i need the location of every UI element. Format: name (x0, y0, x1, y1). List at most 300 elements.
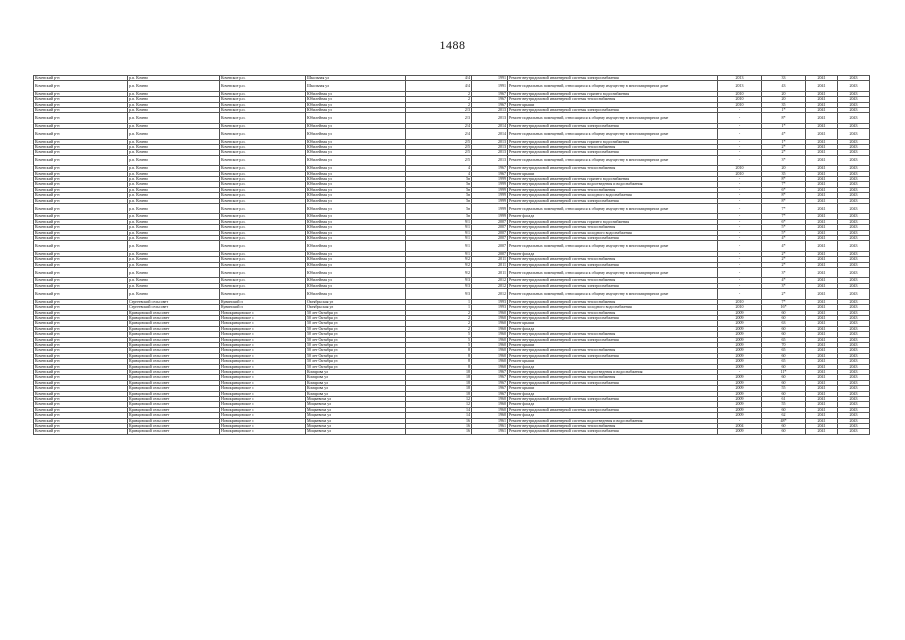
cell-work-type: Ремонт внутридомовой инженерной системы электроснабжения (508, 76, 718, 81)
cell-year: 2013 (472, 113, 508, 123)
cell-district: Кочевский р-н (34, 236, 128, 241)
cell-house: 2/5 (406, 139, 472, 144)
cell-wear: 60 (762, 407, 806, 412)
cell-plan-start: 2041 (806, 424, 838, 429)
cell-last-repair-year: 2009 (718, 375, 762, 380)
cell-year: 1967 (472, 369, 508, 374)
cell-municipality: Кривцовский сельсовет (128, 369, 220, 374)
cell-plan-end: 2043 (838, 76, 870, 81)
cell-last-repair-year: 2009 (718, 380, 762, 385)
cell-year: 2011 (472, 257, 508, 262)
cell-street: Юбилейная ул (306, 108, 406, 113)
cell-plan-end: 2043 (838, 219, 870, 224)
cell-wear: 1* (762, 123, 806, 128)
cell-district: Кочевский р-н (34, 214, 128, 219)
cell-last-repair-year: - (718, 198, 762, 203)
cell-plan-start: 2041 (806, 315, 838, 320)
cell-house: 9/3 (406, 278, 472, 283)
cell-last-repair-year: 2009 (718, 397, 762, 402)
cell-plan-start: 2041 (806, 155, 838, 165)
cell-district: Кочевский р-н (34, 413, 128, 418)
cell-plan-start: 2041 (806, 397, 838, 402)
cell-street: Юбилейная ул (306, 204, 406, 214)
cell-street: Комарова ул (306, 391, 406, 396)
cell-house: 9/3 (406, 283, 472, 288)
cell-settlement: Кочевское р.п. (220, 262, 306, 267)
cell-plan-start: 2041 (806, 283, 838, 288)
cell-plan-start: 2041 (806, 262, 838, 267)
cell-plan-end: 2043 (838, 177, 870, 182)
cell-last-repair-year: 2009 (718, 364, 762, 369)
cell-plan-start: 2041 (806, 375, 838, 380)
cell-street: Юбилейная ул (306, 166, 406, 171)
cell-plan-end: 2043 (838, 214, 870, 219)
cell-municipality: р.п. Кочево (128, 289, 220, 299)
cell-plan-end: 2043 (838, 402, 870, 407)
cell-year: 1960 (472, 310, 508, 315)
cell-plan-start: 2041 (806, 251, 838, 256)
cell-plan-start: 2041 (806, 326, 838, 331)
cell-street: Юбилейная ул (306, 113, 406, 123)
cell-wear: 35 (762, 171, 806, 176)
cell-last-repair-year: - (718, 214, 762, 219)
cell-plan-end: 2043 (838, 198, 870, 203)
cell-house: 2 (406, 310, 472, 315)
cell-wear: 70 (762, 342, 806, 347)
cell-street: 50 лет Октября ул (306, 364, 406, 369)
cell-municipality: р.п. Кочево (128, 129, 220, 139)
cell-plan-end: 2043 (838, 278, 870, 283)
cell-last-repair-year: 2010 (718, 91, 762, 96)
cell-district: Кочевский р-н (34, 257, 128, 262)
cell-municipality: р.п. Кочево (128, 91, 220, 96)
cell-plan-end: 2043 (838, 155, 870, 165)
cell-municipality: Кривцовский сельсовет (128, 380, 220, 385)
cell-street: Октябрьская ул (306, 305, 406, 310)
cell-plan-end: 2043 (838, 299, 870, 304)
cell-plan-end: 2043 (838, 187, 870, 192)
cell-municipality: р.п. Кочево (128, 278, 220, 283)
cell-work-type: Ремонт подвальных помещений, относящихся к общему имуществу в многоквартирном доме (508, 204, 718, 214)
cell-district: Кочевский р-н (34, 241, 128, 251)
cell-wear: 4* (762, 129, 806, 139)
cell-year: 1991 (472, 81, 508, 91)
cell-house: 2/5 (406, 145, 472, 150)
cell-last-repair-year: 2009 (718, 310, 762, 315)
table-row (34, 113, 870, 123)
cell-wear: 60 (762, 380, 806, 385)
cell-wear: 60 (762, 353, 806, 358)
cell-district: Кочевский р-н (34, 364, 128, 369)
cell-last-repair-year: - (718, 230, 762, 235)
cell-last-repair-year: - (718, 150, 762, 155)
cell-work-type: Ремонт внутридомовой инженерной системы теплоснабжения (508, 299, 718, 304)
cell-year: 2014 (472, 123, 508, 128)
cell-settlement: Кочевское р.п. (220, 155, 306, 165)
cell-municipality: р.п. Кочево (128, 123, 220, 128)
cell-street: Юбилейная ул (306, 102, 406, 107)
cell-house: 18 (406, 369, 472, 374)
cell-wear: 35 (762, 102, 806, 107)
cell-municipality: Кривцовский сельсовет (128, 418, 220, 423)
table-row (34, 204, 870, 214)
cell-work-type: Ремонт крыши (508, 171, 718, 176)
cell-house: 5 (406, 332, 472, 337)
cell-work-type: Ремонт внутридомовой инженерной системы теплоснабжения (508, 278, 718, 283)
cell-house: 8 (406, 353, 472, 358)
cell-district: Кочевский р-н (34, 145, 128, 150)
cell-wear: 1* (762, 108, 806, 113)
cell-year: 1961 (472, 429, 508, 434)
cell-municipality: Кривцовский сельсовет (128, 353, 220, 358)
cell-district: Кочевский р-н (34, 424, 128, 429)
cell-municipality: Кривцовский сельсовет (128, 429, 220, 434)
cell-municipality: Кривцовский сельсовет (128, 337, 220, 342)
cell-municipality: р.п. Кочево (128, 145, 220, 150)
cell-last-repair-year: - (718, 193, 762, 198)
cell-settlement: Кочевское р.п. (220, 108, 306, 113)
cell-municipality: р.п. Кочево (128, 204, 220, 214)
cell-plan-end: 2043 (838, 391, 870, 396)
cell-settlement: Новокривцовское с (220, 332, 306, 337)
cell-plan-end: 2043 (838, 332, 870, 337)
cell-last-repair-year: 2009 (718, 315, 762, 320)
cell-house: 4/4 (406, 76, 472, 81)
cell-last-repair-year: 2009 (718, 402, 762, 407)
cell-work-type: Ремонт внутридомовой инженерной системы электроснабжения (508, 337, 718, 342)
cell-street: Юбилейная ул (306, 225, 406, 230)
cell-district: Кочевский р-н (34, 332, 128, 337)
cell-plan-end: 2043 (838, 108, 870, 113)
cell-plan-end: 2043 (838, 123, 870, 128)
cell-plan-end: 2043 (838, 337, 870, 342)
cell-settlement: Кочевское р.п. (220, 219, 306, 224)
cell-street: Юбилейная ул (306, 177, 406, 182)
cell-plan-end: 2043 (838, 150, 870, 155)
cell-work-type: Ремонт внутридомовой инженерной системы электроснабжения (508, 397, 718, 402)
cell-plan-start: 2041 (806, 278, 838, 283)
cell-district: Кочевский р-н (34, 380, 128, 385)
cell-plan-start: 2041 (806, 429, 838, 434)
cell-last-repair-year: - (718, 268, 762, 278)
cell-work-type: Ремонт подвальных помещений, относящихся к общему имуществу в многоквартирном доме (508, 129, 718, 139)
cell-settlement: Кочевское р.п. (220, 129, 306, 139)
cell-wear: 2* (762, 262, 806, 267)
cell-plan-end: 2043 (838, 139, 870, 144)
cell-house: 5в (406, 214, 472, 219)
cell-district: Кочевский р-н (34, 193, 128, 198)
cell-work-type: Ремонт внутридомовой инженерной системы водоотведения и водоснабжения (508, 418, 718, 423)
cell-last-repair-year: 2009 (718, 321, 762, 326)
table-row (34, 129, 870, 139)
cell-wear: 55 (762, 402, 806, 407)
cell-district: Кочевский р-н (34, 150, 128, 155)
cell-last-repair-year: - (718, 241, 762, 251)
cell-plan-start: 2041 (806, 364, 838, 369)
cell-work-type: Ремонт внутридомовой инженерной системы теплоснабжения (508, 97, 718, 102)
cell-street: Юбилейная ул (306, 187, 406, 192)
cell-house: 1 (406, 299, 472, 304)
cell-wear: 60 (762, 429, 806, 434)
cell-settlement: Новокривцовское с (220, 386, 306, 391)
cell-year: 2007 (472, 236, 508, 241)
table-row (34, 155, 870, 165)
cell-plan-end: 2043 (838, 145, 870, 150)
cell-district: Кочевский р-н (34, 418, 128, 423)
cell-district: Кочевский р-н (34, 97, 128, 102)
cell-house: 14 (406, 413, 472, 418)
cell-plan-start: 2041 (806, 182, 838, 187)
cell-plan-start: 2041 (806, 225, 838, 230)
cell-street: Юбилейная ул (306, 171, 406, 176)
cell-work-type: Ремонт фасада (508, 214, 718, 219)
cell-plan-start: 2041 (806, 102, 838, 107)
cell-plan-start: 2041 (806, 305, 838, 310)
cell-year: 1967 (472, 102, 508, 107)
cell-plan-end: 2043 (838, 97, 870, 102)
cell-district: Кочевский р-н (34, 108, 128, 113)
cell-municipality: Кривцовский сельсовет (128, 359, 220, 364)
cell-plan-end: 2043 (838, 413, 870, 418)
cell-settlement: Новокривцовское с (220, 424, 306, 429)
cell-house: 9/1 (406, 251, 472, 256)
cell-house: 5в (406, 198, 472, 203)
cell-district: Кочевский р-н (34, 198, 128, 203)
cell-work-type: Ремонт подвальных помещений, относящихся к общему имуществу в многоквартирном доме (508, 155, 718, 165)
cell-wear: 61 (762, 397, 806, 402)
cell-plan-end: 2043 (838, 289, 870, 299)
cell-wear: 20 (762, 91, 806, 96)
cell-house: 8 (406, 348, 472, 353)
cell-street: Юбилейная ул (306, 236, 406, 241)
cell-settlement: Кочевское р.п. (220, 150, 306, 155)
cell-wear: 60 (762, 364, 806, 369)
cell-settlement: Кочевское р.п. (220, 268, 306, 278)
cell-municipality: р.п. Кочево (128, 81, 220, 91)
cell-house: 14 (406, 407, 472, 412)
cell-last-repair-year: 2010 (718, 171, 762, 176)
cell-house: 5 (406, 342, 472, 347)
cell-plan-start: 2041 (806, 407, 838, 412)
cell-wear: 43 (762, 81, 806, 91)
cell-year: 2012 (472, 289, 508, 299)
cell-settlement: Кочевское р.п. (220, 139, 306, 144)
cell-street: Юбилейная ул (306, 283, 406, 288)
cell-house: 1 (406, 305, 472, 310)
cell-year: 1961 (472, 418, 508, 423)
cell-last-repair-year: - (718, 129, 762, 139)
cell-year: 1967 (472, 391, 508, 396)
cell-settlement: Новокривцовское с (220, 375, 306, 380)
cell-municipality: р.п. Кочево (128, 171, 220, 176)
cell-wear: 7* (762, 204, 806, 214)
cell-district: Кочевский р-н (34, 123, 128, 128)
cell-plan-start: 2041 (806, 145, 838, 150)
cell-district: Кочевский р-н (34, 391, 128, 396)
cell-house: 2/3 (406, 108, 472, 113)
cell-work-type: Ремонт внутридомовой инженерной системы электроснабжения (508, 108, 718, 113)
cell-year: 2013 (472, 108, 508, 113)
cell-street: Юбилейная ул (306, 214, 406, 219)
cell-plan-end: 2043 (838, 166, 870, 171)
cell-plan-end: 2043 (838, 91, 870, 96)
cell-wear: 11* (762, 369, 806, 374)
cell-year: 2013 (472, 139, 508, 144)
cell-settlement: Новокривцовское с (220, 413, 306, 418)
cell-last-repair-year: - (718, 369, 762, 374)
cell-plan-start: 2041 (806, 198, 838, 203)
cell-settlement: Кочевское р.п. (220, 241, 306, 251)
cell-house: 2/3 (406, 113, 472, 123)
cell-plan-start: 2041 (806, 91, 838, 96)
cell-year: 1960 (472, 342, 508, 347)
cell-plan-end: 2043 (838, 326, 870, 331)
cell-work-type: Ремонт внутридомовой инженерной системы теплоснабжения (508, 166, 718, 171)
cell-wear: 48* (762, 418, 806, 423)
cell-year: 2012 (472, 283, 508, 288)
cell-house: 2 (406, 102, 472, 107)
cell-plan-start: 2041 (806, 380, 838, 385)
cell-wear: 20 (762, 97, 806, 102)
cell-house: 4 (406, 166, 472, 171)
cell-plan-start: 2041 (806, 402, 838, 407)
table-row (34, 289, 870, 299)
cell-plan-end: 2043 (838, 305, 870, 310)
cell-district: Кочевский р-н (34, 278, 128, 283)
cell-district: Кочевский р-н (34, 321, 128, 326)
cell-district: Кочевский р-н (34, 337, 128, 342)
cell-municipality: р.п. Кочево (128, 257, 220, 262)
cell-work-type: Ремонт внутридомовой инженерной системы теплоснабжения (508, 310, 718, 315)
cell-house: 5в (406, 177, 472, 182)
cell-year: 1967 (472, 375, 508, 380)
cell-street: Юбилейная ул (306, 182, 406, 187)
cell-municipality: р.п. Кочево (128, 219, 220, 224)
cell-settlement: Кочевское р.п. (220, 230, 306, 235)
cell-street: 50 лет Октября ул (306, 332, 406, 337)
cell-work-type: Ремонт внутридомовой инженерной системы горячего водоснабжения (508, 139, 718, 144)
cell-wear: 4* (762, 241, 806, 251)
cell-district: Кочевский р-н (34, 305, 128, 310)
cell-work-type: Ремонт фасада (508, 413, 718, 418)
cell-district: Кочевский р-н (34, 397, 128, 402)
cell-plan-end: 2043 (838, 353, 870, 358)
cell-municipality: Сергеевский сельсовет (128, 305, 220, 310)
cell-year: 2011 (472, 262, 508, 267)
cell-last-repair-year: 2009 (718, 342, 762, 347)
cell-wear: 2* (762, 289, 806, 299)
cell-settlement: Кочевское р.п. (220, 171, 306, 176)
cell-house: 8 (406, 364, 472, 369)
cell-last-repair-year: - (718, 123, 762, 128)
cell-wear: 5* (762, 225, 806, 230)
cell-municipality: р.п. Кочево (128, 251, 220, 256)
cell-municipality: р.п. Кочево (128, 177, 220, 182)
cell-last-repair-year: 2013 (718, 81, 762, 91)
cell-plan-end: 2043 (838, 129, 870, 139)
cell-last-repair-year: - (718, 262, 762, 267)
cell-house: 2 (406, 315, 472, 320)
cell-street: Комарова ул (306, 386, 406, 391)
cell-last-repair-year: 2009 (718, 359, 762, 364)
cell-plan-end: 2043 (838, 380, 870, 385)
cell-house: 2/5 (406, 150, 472, 155)
page-number: 1488 (439, 38, 466, 52)
cell-work-type: Ремонт фасада (508, 364, 718, 369)
cell-district: Кочевский р-н (34, 219, 128, 224)
cell-year: 1967 (472, 97, 508, 102)
cell-year: 1960 (472, 348, 508, 353)
cell-work-type: Ремонт внутридомовой инженерной системы электроснабжения (508, 236, 718, 241)
cell-year: 2007 (472, 230, 508, 235)
cell-plan-start: 2041 (806, 187, 838, 192)
cell-settlement: Кочевское р.п. (220, 177, 306, 182)
cell-wear: 63 (762, 321, 806, 326)
cell-wear: 7* (762, 182, 806, 187)
cell-wear: 3* (762, 155, 806, 165)
cell-district: Кочевский р-н (34, 375, 128, 380)
cell-street: Октябрьская ул (306, 299, 406, 304)
cell-year: 2013 (472, 155, 508, 165)
cell-district: Кочевский р-н (34, 225, 128, 230)
cell-street: Комарова ул (306, 369, 406, 374)
cell-plan-start: 2041 (806, 166, 838, 171)
cell-house: 5в (406, 204, 472, 214)
cell-plan-start: 2041 (806, 171, 838, 176)
cell-municipality: Кривцовский сельсовет (128, 315, 220, 320)
cell-plan-start: 2041 (806, 391, 838, 396)
cell-street: Мицкевича ул (306, 429, 406, 434)
cell-settlement: Новокривцовское с (220, 380, 306, 385)
cell-work-type: Ремонт внутридомовой инженерной системы холодного водоснабжения (508, 230, 718, 235)
cell-district: Кочевский р-н (34, 129, 128, 139)
cell-wear: 33 (762, 76, 806, 81)
cell-last-repair-year: 2004 (718, 424, 762, 429)
cell-wear: 65 (762, 337, 806, 342)
cell-municipality: Кривцовский сельсовет (128, 348, 220, 353)
cell-district: Кочевский р-н (34, 204, 128, 214)
cell-last-repair-year: - (718, 177, 762, 182)
cell-settlement: Кочевское р.п. (220, 145, 306, 150)
capital-repair-table (33, 75, 870, 435)
cell-work-type: Ремонт внутридомовой инженерной системы холодного водоснабжения (508, 305, 718, 310)
cell-last-repair-year: - (718, 113, 762, 123)
cell-settlement: Кочевское р.п. (220, 236, 306, 241)
cell-plan-end: 2043 (838, 364, 870, 369)
cell-year: 1960 (472, 332, 508, 337)
cell-year: 1960 (472, 353, 508, 358)
cell-street: 50 лет Октября ул (306, 321, 406, 326)
cell-last-repair-year: 2009 (718, 337, 762, 342)
cell-municipality: р.п. Кочево (128, 139, 220, 144)
cell-work-type: Ремонт внутридомовой инженерной системы теплоснабжения (508, 145, 718, 150)
cell-house: 2/4 (406, 129, 472, 139)
cell-street: Мицкевича ул (306, 413, 406, 418)
cell-work-type: Ремонт подвальных помещений, относящихся к общему имуществу в многоквартирном доме (508, 289, 718, 299)
cell-last-repair-year: 2009 (718, 407, 762, 412)
cell-municipality: Кривцовский сельсовет (128, 375, 220, 380)
cell-last-repair-year: - (718, 187, 762, 192)
cell-municipality: р.п. Кочево (128, 268, 220, 278)
cell-plan-start: 2041 (806, 342, 838, 347)
cell-settlement: Кочевское р.п. (220, 214, 306, 219)
cell-district: Кочевский р-н (34, 348, 128, 353)
cell-last-repair-year: 2009 (718, 353, 762, 358)
cell-year: 1960 (472, 326, 508, 331)
cell-street: Юбилейная ул (306, 145, 406, 150)
cell-wear: 62 (762, 413, 806, 418)
cell-street: Юбилейная ул (306, 155, 406, 165)
